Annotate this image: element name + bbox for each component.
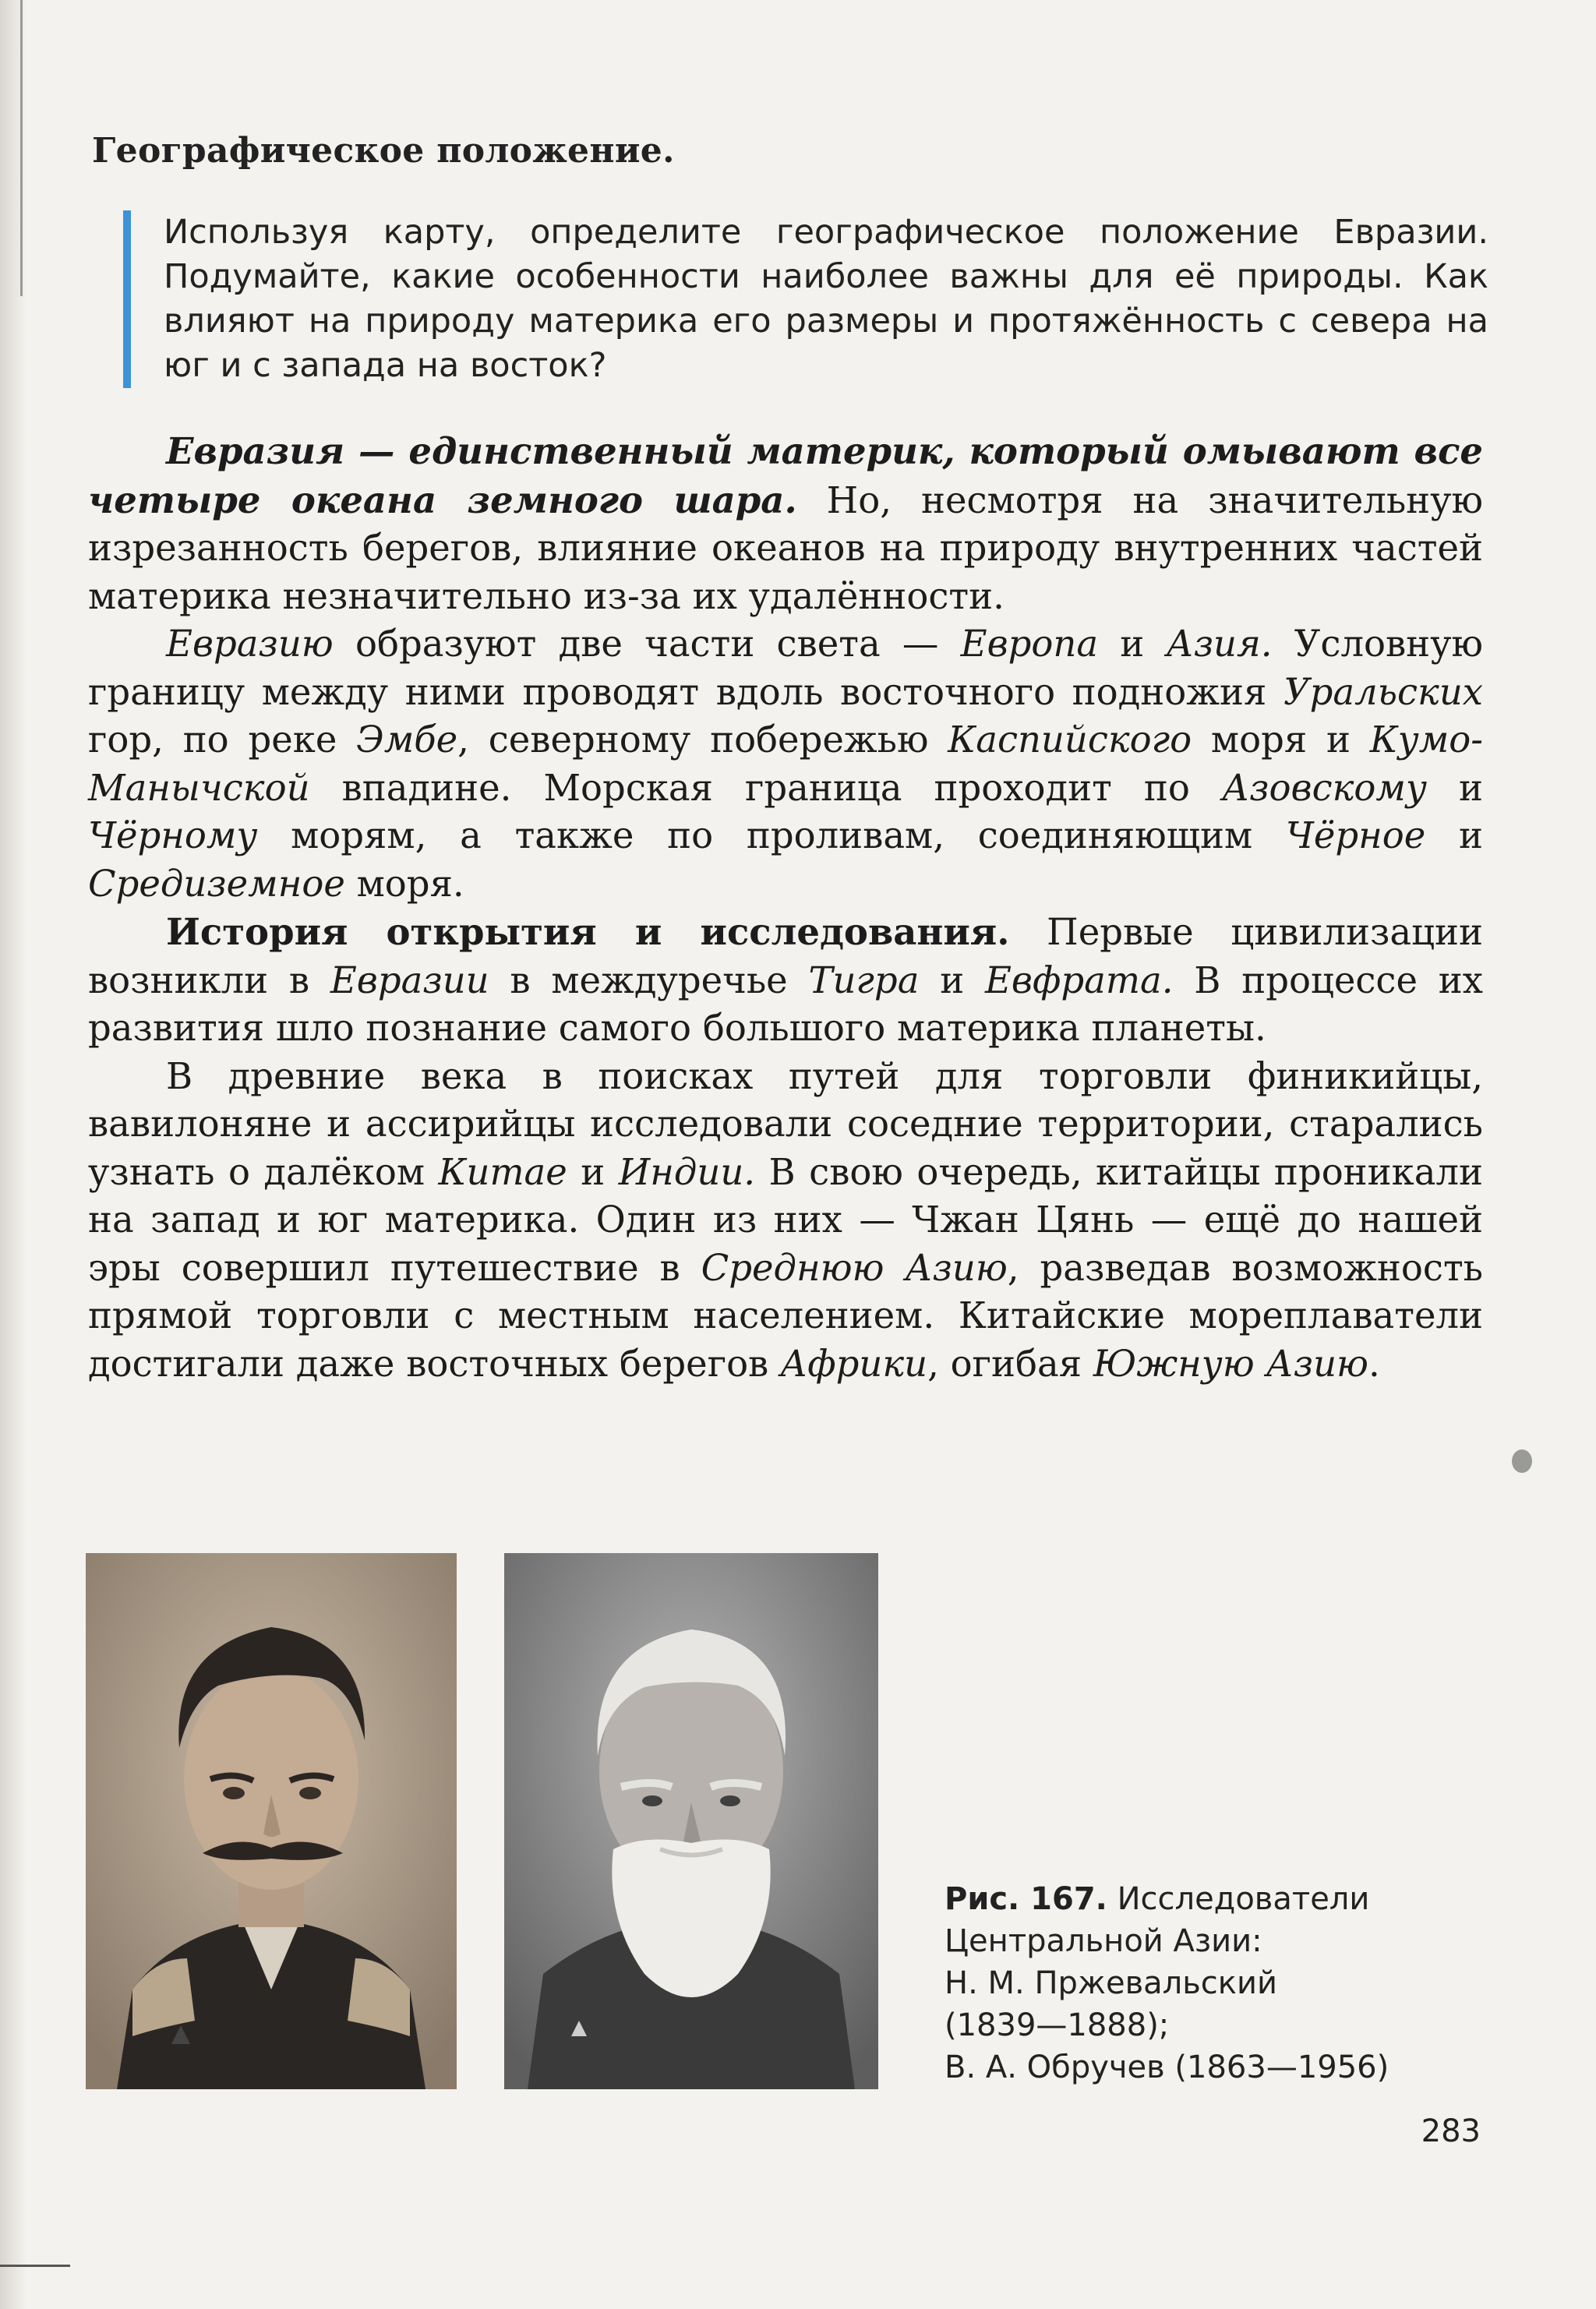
term: Среднюю Азию bbox=[701, 1246, 1008, 1289]
term: Уральских bbox=[1284, 670, 1483, 713]
portrait-przhevalsky bbox=[86, 1553, 457, 2089]
caption-line-3: Н. М. Пржевальский bbox=[945, 1965, 1277, 2001]
text-run: Первые цивилизации возникли в bbox=[88, 911, 1483, 1001]
caption-line-1 bbox=[945, 1878, 1490, 1920]
term: Азовскому bbox=[1221, 766, 1427, 809]
paragraph-ancient-times bbox=[88, 1053, 1483, 1389]
term: Европа bbox=[960, 623, 1099, 665]
page-number: 283 bbox=[1421, 2113, 1481, 2149]
text-run: В свою очередь, китайцы проникали на запад и юг материка. Один из них — Чжан Цянь — ещё до нашей эры совершил путешествие в bbox=[88, 1150, 1483, 1289]
text-run: , северному побережью bbox=[457, 718, 948, 761]
term: Южную Азию bbox=[1093, 1342, 1368, 1385]
figure-caption bbox=[945, 1878, 1490, 2088]
term: Чёрному bbox=[88, 814, 258, 856]
term: Евразию bbox=[166, 623, 334, 665]
text-run: В процессе их развития шло познание самого большого материка планеты. bbox=[88, 959, 1483, 1049]
portrait-obruchev-image bbox=[504, 1553, 878, 2089]
page-edge-shadow bbox=[0, 0, 26, 2309]
text-run: Условную границу между ними проводят вдоль восточного подножия bbox=[88, 623, 1483, 713]
text-run: и bbox=[567, 1150, 619, 1193]
portrait-przhevalsky-image bbox=[86, 1553, 457, 2089]
paragraph-history bbox=[88, 908, 1483, 1053]
key-statement: Евразия — единственный материк, который омывают все четыре океана земного шара. bbox=[88, 429, 1483, 521]
portrait-obruchev bbox=[504, 1553, 878, 2089]
caption-line-2: Центральной Азии: bbox=[945, 1923, 1262, 1959]
paragraph-parts-of-world bbox=[88, 620, 1483, 908]
caption-line-5: В. А. Обручев (1863—1956) bbox=[945, 2050, 1389, 2085]
text-run: , разведав возможность прямой торговли с местным населением. Китайские мореплаватели достигали даже восточных берегов bbox=[88, 1246, 1483, 1385]
text-run: в междуречье bbox=[489, 959, 809, 1001]
text-run: и bbox=[1426, 766, 1483, 809]
text-run: впадине. Морская граница проходит по bbox=[309, 766, 1222, 809]
text-run: В древние века в поисках путей для торговли финикийцы, вавилоняне и ассирийцы исследовали соседние территории, старались узнать о далёком bbox=[88, 1054, 1483, 1193]
figure-number: Рис. 167. bbox=[945, 1881, 1107, 1917]
text-run: и bbox=[1425, 814, 1483, 856]
term: Индии. bbox=[618, 1150, 756, 1193]
term: Китае bbox=[438, 1150, 567, 1193]
scan-spot bbox=[1512, 1449, 1532, 1473]
text-run: и bbox=[919, 959, 985, 1001]
main-text bbox=[88, 427, 1483, 1388]
text-run: и bbox=[1098, 623, 1167, 665]
question-box bbox=[123, 210, 1488, 388]
term: Азия. bbox=[1166, 623, 1273, 665]
paragraph-eurasia-oceans bbox=[88, 427, 1483, 620]
caption-text: Исследователи bbox=[1107, 1881, 1370, 1917]
term: Евразии bbox=[330, 959, 489, 1001]
question-accent-bar bbox=[123, 210, 131, 388]
text-run: . bbox=[1368, 1342, 1380, 1385]
binding-rule bbox=[20, 0, 23, 296]
text-run: Но, несмотря на значительную изрезанность берегов, влияние океанов на природу внутренних частей материка незначительно из-за их удалённости. bbox=[88, 478, 1483, 617]
text-run: гор, по реке bbox=[88, 718, 357, 761]
subheading-history: История открытия и исследования. bbox=[166, 910, 1010, 953]
term: Евфрата. bbox=[984, 959, 1174, 1001]
text-run: морям, а также по проливам, соединяющим bbox=[257, 814, 1286, 856]
bottom-corner-rule bbox=[0, 2265, 70, 2267]
text-run: , огибая bbox=[927, 1342, 1093, 1385]
term: Тигра bbox=[808, 959, 920, 1001]
term: Кумо-Манычской bbox=[88, 718, 1483, 809]
term: Каспийского bbox=[948, 718, 1192, 761]
term: Эмбе bbox=[356, 718, 458, 761]
question-text: Используя карту, определите географическое положение Евразии. Подумайте, какие особенности наиболее важны для её природы. Как влияют на природу материка его размеры и протяжённость с севера на юг и с запада на восток? bbox=[164, 213, 1488, 385]
section-title: Географическое положение. bbox=[92, 131, 675, 171]
caption-line-4: (1839—1888); bbox=[945, 2007, 1170, 2043]
term: Африки bbox=[780, 1342, 928, 1385]
term: Средиземное bbox=[88, 862, 345, 905]
text-run: моря и bbox=[1192, 718, 1370, 761]
term: Чёрное bbox=[1285, 814, 1426, 856]
text-run: моря. bbox=[344, 862, 464, 905]
text-run: образуют две части света — bbox=[333, 623, 961, 665]
